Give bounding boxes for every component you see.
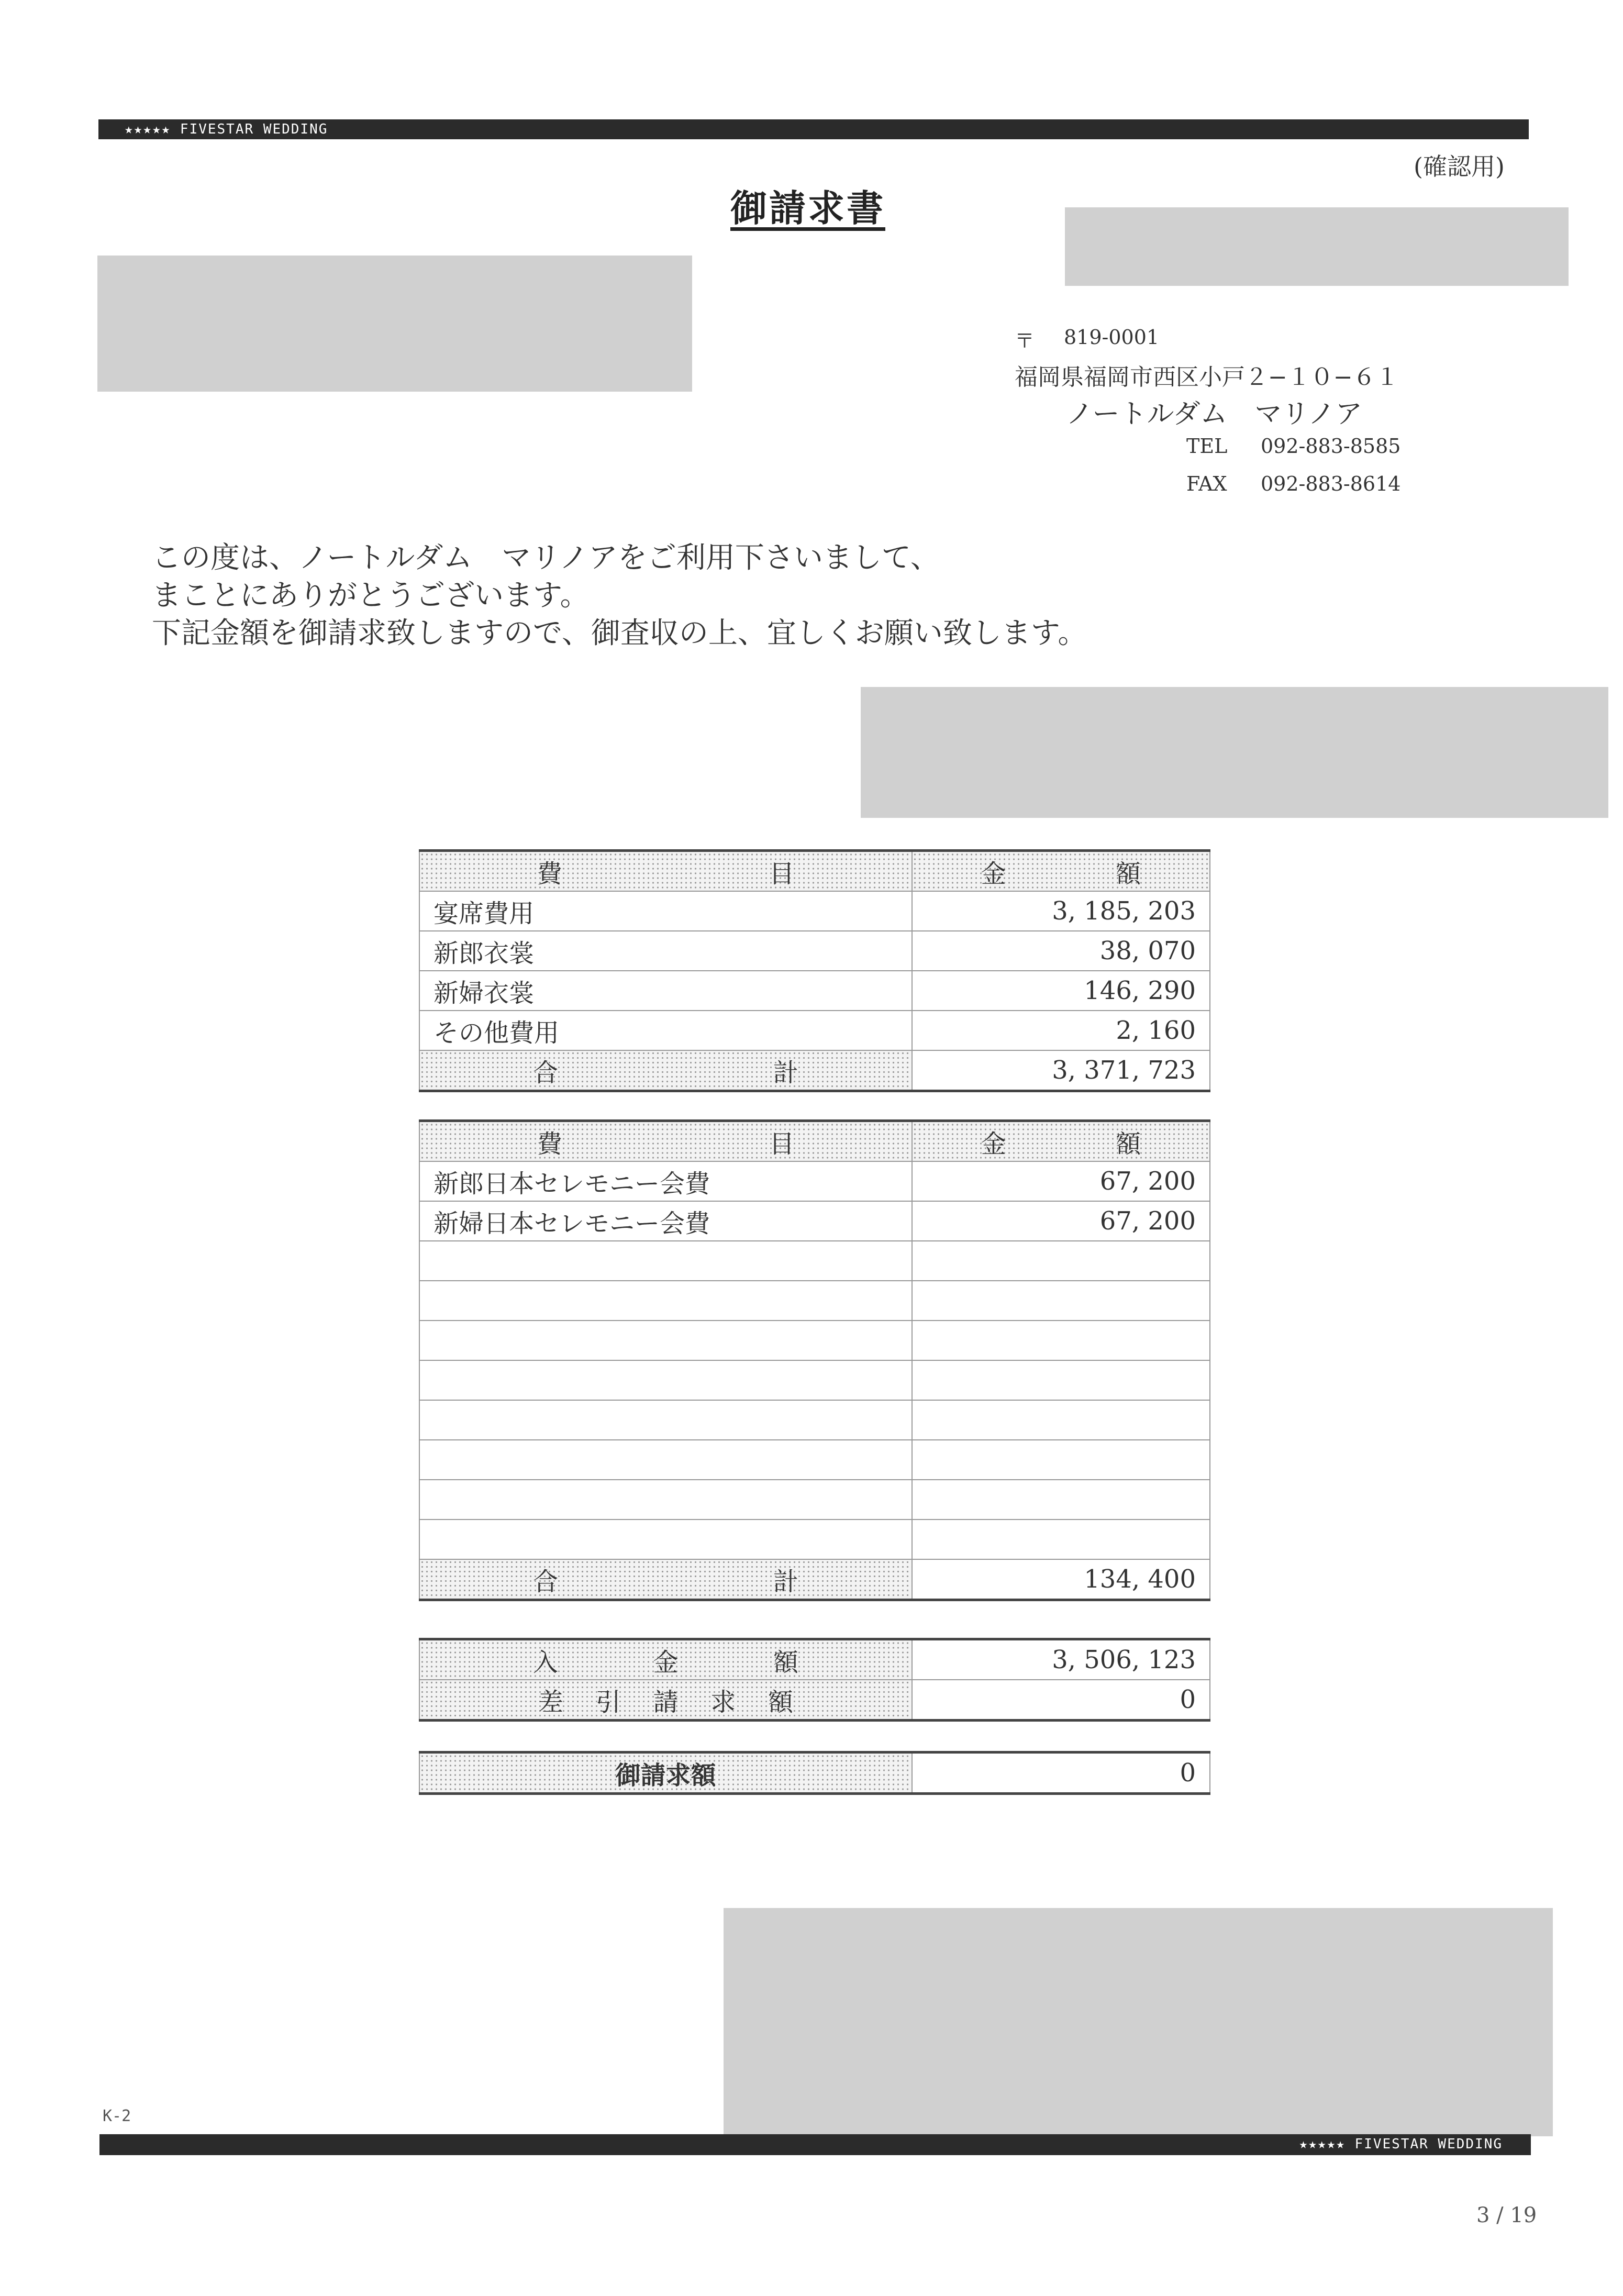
amount-header: 金 額 [912,1121,1210,1162]
brand-label: ★★★★★ FIVESTAR WEDDING [125,121,328,137]
empty-row [419,1480,1210,1519]
empty-row [419,1440,1210,1480]
greeting-line-2: まことにありがとうございます。 [152,579,590,613]
table-row [419,931,1210,971]
table-row [419,891,1210,931]
table-header-row [419,1121,1210,1162]
empty-row [419,1360,1210,1400]
redacted-area-details [861,687,1608,818]
redacted-area-date [1065,207,1569,286]
greeting-message [152,539,1087,652]
difference-amount: 0 [912,1680,1210,1721]
item-amount: 2, 160 [912,1011,1210,1050]
item-amount: 3, 185, 203 [912,891,1210,931]
billing-label: 御請求額 [419,1752,912,1794]
greeting-line-1: この度は、ノートルダム マリノアをご利用下さいまして、 [152,541,940,575]
company-address: 福岡県福岡市西区小戸２−１０−６１ [1015,364,1399,391]
billing-row [419,1752,1210,1794]
item-label: 新婦衣裳 [419,971,912,1011]
empty-row [419,1241,1210,1281]
postal-mark: 〒 [1015,329,1035,352]
total-label: 合 計 [419,1050,912,1091]
redacted-area-stamp [724,1908,1553,2136]
document-code: K-2 [103,2107,131,2125]
top-brand-bar [98,119,1529,139]
item-amount: 67, 200 [912,1201,1210,1241]
table-row [419,971,1210,1011]
brand-label: ★★★★★ FIVESTAR WEDDING [1299,2136,1503,2152]
item-label: 宴席費用 [419,891,912,931]
greeting-line-3: 下記金額を御請求致しますので、御査収の上、宜しくお願い致します。 [152,616,1087,650]
total-amount: 3, 371, 723 [912,1050,1210,1091]
postal-code: 819-0001 [1064,326,1160,349]
bottom-brand-bar [99,2134,1531,2155]
item-label: 新婦日本セレモニー会費 [419,1201,912,1241]
spacer-row [419,1721,1210,1752]
empty-row [419,1400,1210,1440]
item-amount: 146, 290 [912,971,1210,1011]
tel-number: 092-883-8585 [1261,435,1401,458]
company-name: ノートルダム マリノア [1066,398,1363,430]
expense-table-ceremony [419,1119,1210,1601]
copy-label: (確認用) [1414,152,1505,181]
item-amount: 67, 200 [912,1161,1210,1201]
amount-header: 金 額 [912,851,1210,892]
table-header-row [419,851,1210,892]
total-row [419,1050,1210,1091]
item-label: その他費用 [419,1011,912,1050]
deposit-amount: 3, 506, 123 [912,1639,1210,1680]
table-row [419,1011,1210,1050]
page-number: 3 / 19 [1476,2203,1537,2227]
table-row [419,1201,1210,1241]
deposit-label: 入 金 額 [419,1639,912,1680]
empty-row [419,1281,1210,1321]
fax-number: 092-883-8614 [1261,472,1401,495]
fax-label: FAX [1186,472,1227,495]
empty-row [419,1519,1210,1559]
item-header: 費 目 [419,851,912,892]
empty-row [419,1321,1210,1360]
table-row [419,1161,1210,1201]
total-label: 合 計 [419,1559,912,1600]
item-label: 新郎衣裳 [419,931,912,971]
difference-label: 差 引 請 求 額 [419,1680,912,1721]
billing-amount: 0 [912,1752,1210,1794]
item-header: 費 目 [419,1121,912,1162]
total-amount: 134, 400 [912,1559,1210,1600]
item-label: 新郎日本セレモニー会費 [419,1161,912,1201]
total-row [419,1559,1210,1600]
expense-table-main [419,849,1210,1092]
deposit-row [419,1639,1210,1680]
tel-label: TEL [1186,435,1228,458]
item-amount: 38, 070 [912,931,1210,971]
document-title: 御請求書 [730,186,885,230]
redacted-area-recipient [97,256,692,392]
settlement-table [419,1638,1210,1795]
difference-row [419,1680,1210,1721]
